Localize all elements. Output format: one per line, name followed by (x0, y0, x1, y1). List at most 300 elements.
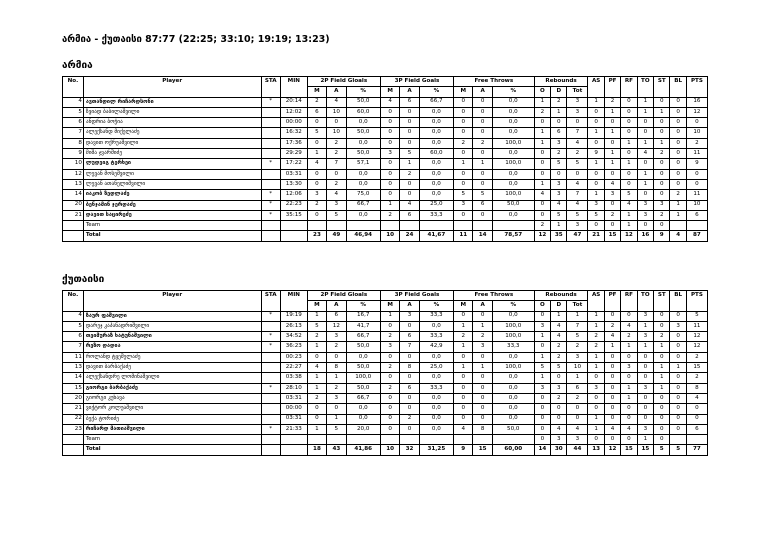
fg2-made: 18 (307, 445, 326, 455)
subheader-pct: % (419, 87, 453, 97)
subheader-m: M (307, 301, 326, 311)
fg2-pct (346, 221, 380, 231)
assists: 1 (588, 190, 604, 200)
subheader-empty (280, 87, 307, 97)
points: 2 (686, 373, 707, 383)
fg3-att: 6 (400, 332, 419, 342)
ft-att: 14 (473, 231, 492, 241)
fouls-received: 0 (621, 107, 637, 117)
col-pf: PF (604, 77, 620, 87)
minutes: 12:06 (280, 190, 307, 200)
minutes: 03:31 (280, 169, 307, 179)
turnovers: 3 (637, 200, 653, 210)
blocks: 0 (670, 97, 686, 107)
fg3-att: 8 (400, 363, 419, 373)
starter-mark: * (261, 97, 280, 107)
subheader-pct: % (492, 87, 534, 97)
turnovers: 0 (637, 373, 653, 383)
ft-pct: 100,0 (492, 138, 534, 148)
ft-att: 5 (473, 190, 492, 200)
player-name: ანდრია ბოჭია (83, 118, 261, 128)
ft-made: 2 (454, 138, 473, 148)
player-row (63, 159, 708, 169)
fg2-att: 1 (327, 373, 346, 383)
assists: 5 (588, 210, 604, 220)
ft-att: 0 (473, 352, 492, 362)
turnovers: 4 (637, 149, 653, 159)
reb-off: 1 (534, 332, 550, 342)
ft-att: 0 (473, 383, 492, 393)
row-min (280, 445, 307, 455)
steals: 0 (654, 118, 670, 128)
fg2-pct: 0,0 (346, 138, 380, 148)
reb-tot: 5 (567, 159, 588, 169)
ft-made: 0 (454, 352, 473, 362)
fouls-received: 0 (621, 373, 637, 383)
fg3-pct: 0,0 (419, 159, 453, 169)
player-row (63, 393, 708, 403)
fg3-pct: 31,25 (419, 445, 453, 455)
ft-pct: 100,0 (492, 363, 534, 373)
player-name: რიჩარდ მათიაშვილი (83, 424, 261, 434)
reb-off: 0 (534, 435, 550, 445)
subheader-pct: % (492, 301, 534, 311)
subheader-empty (637, 301, 653, 311)
fg2-att: 10 (327, 128, 346, 138)
points: 15 (686, 363, 707, 373)
points: 16 (686, 97, 707, 107)
player-number: 6 (63, 332, 84, 342)
minutes: 20:14 (280, 97, 307, 107)
fouls: 4 (604, 424, 620, 434)
fg2-made: 2 (307, 97, 326, 107)
fg3-att: 0 (400, 107, 419, 117)
fg2-att: 12 (327, 321, 346, 331)
fg3-made: 0 (380, 107, 399, 117)
fouls: 0 (604, 221, 620, 231)
fouls: 1 (604, 342, 620, 352)
fg3-att: 2 (400, 169, 419, 179)
minutes: 00:23 (280, 352, 307, 362)
team-heading-home: არმია (62, 60, 93, 71)
fg2-pct: 20,0 (346, 424, 380, 434)
fg2-made: 6 (307, 107, 326, 117)
player-row (63, 424, 708, 434)
turnovers: 3 (637, 332, 653, 342)
blocks: 5 (670, 445, 686, 455)
steals: 1 (654, 383, 670, 393)
col-rf: RF (621, 291, 637, 301)
player-row (63, 210, 708, 220)
fouls-received: 0 (621, 352, 637, 362)
reb-off: 5 (534, 363, 550, 373)
fg2-att: 2 (327, 138, 346, 148)
reb-off: 0 (534, 200, 550, 210)
assists: 1 (588, 352, 604, 362)
steals: 2 (654, 332, 670, 342)
assists: 1 (588, 321, 604, 331)
turnovers: 1 (637, 342, 653, 352)
subheader-m: M (380, 87, 399, 97)
subheader-empty (63, 301, 84, 311)
ft-made (454, 435, 473, 445)
fg2-made: 0 (307, 404, 326, 414)
fg3-made: 2 (380, 383, 399, 393)
starter-mark (261, 404, 280, 414)
ft-made: 0 (454, 404, 473, 414)
subheader-tot: Tot (567, 301, 588, 311)
player-name: ზვიად ბაბილაშვილი (83, 107, 261, 117)
reb-off: 1 (534, 179, 550, 189)
ft-made: 0 (454, 383, 473, 393)
ft-pct: 100,0 (492, 190, 534, 200)
ft-made: 1 (454, 159, 473, 169)
fg3-made: 0 (380, 393, 399, 403)
starter-mark (261, 179, 280, 189)
fouls-received: 12 (621, 231, 637, 241)
reb-off: 0 (534, 210, 550, 220)
col-no: No. (63, 77, 84, 87)
player-name: ლევან ათანელიშვილი (83, 179, 261, 189)
row-no (63, 231, 84, 241)
fouls-received: 3 (621, 363, 637, 373)
reb-tot: 7 (567, 190, 588, 200)
fg2-made: 1 (307, 311, 326, 321)
reb-def: 30 (551, 445, 567, 455)
ft-made: 0 (454, 393, 473, 403)
fg3-pct: 0,0 (419, 128, 453, 138)
points: 0 (686, 118, 707, 128)
ft-pct: 50,0 (492, 200, 534, 210)
fg2-pct: 50,0 (346, 363, 380, 373)
fg2-made: 1 (307, 383, 326, 393)
player-name: რეზო დადია (83, 342, 261, 352)
blocks: 0 (670, 107, 686, 117)
reb-off: 1 (534, 128, 550, 138)
player-row (63, 404, 708, 414)
col-ft: Free Throws (454, 291, 535, 301)
fouls: 1 (604, 107, 620, 117)
player-number: 8 (63, 138, 84, 148)
turnovers: 1 (637, 107, 653, 117)
points: 6 (686, 210, 707, 220)
reb-off: 0 (534, 311, 550, 321)
fg3-att: 6 (400, 210, 419, 220)
subheader-empty (654, 87, 670, 97)
col-no: No. (63, 291, 84, 301)
player-name: გიორგი კუხავა (83, 393, 261, 403)
minutes: 28:10 (280, 383, 307, 393)
fouls: 0 (604, 373, 620, 383)
starter-mark (261, 363, 280, 373)
blocks (670, 435, 686, 445)
blocks: 2 (670, 190, 686, 200)
reb-off: 2 (534, 107, 550, 117)
turnovers: 1 (637, 435, 653, 445)
steals: 0 (654, 435, 670, 445)
assists: 3 (588, 383, 604, 393)
fouls: 4 (604, 332, 620, 342)
fg2-made: 4 (307, 363, 326, 373)
fg3-att: 0 (400, 352, 419, 362)
ft-att: 1 (473, 363, 492, 373)
fg2-att: 5 (327, 424, 346, 434)
fouls-received: 1 (621, 221, 637, 231)
subheader-o: O (534, 301, 550, 311)
ft-pct: 0,0 (492, 373, 534, 383)
ft-pct: 0,0 (492, 107, 534, 117)
minutes: 03:38 (280, 373, 307, 383)
fg2-att: 49 (327, 231, 346, 241)
player-name: ზაურ ფაშვილი (83, 311, 261, 321)
fg2-att: 10 (327, 107, 346, 117)
fg2-att: 3 (327, 200, 346, 210)
fouls-received: 0 (621, 179, 637, 189)
fg2-pct: 66,7 (346, 200, 380, 210)
player-number: 11 (63, 352, 84, 362)
player-row (63, 200, 708, 210)
minutes: 36:23 (280, 342, 307, 352)
fg3-att: 0 (400, 128, 419, 138)
subheader-empty (686, 301, 707, 311)
fg2-made: 2 (307, 332, 326, 342)
reb-tot: 4 (567, 138, 588, 148)
steals: 0 (654, 221, 670, 231)
player-row (63, 128, 708, 138)
blocks: 0 (670, 383, 686, 393)
player-row (63, 311, 708, 321)
minutes: 21:33 (280, 424, 307, 434)
assists: 0 (588, 393, 604, 403)
reb-tot: 0 (567, 118, 588, 128)
player-number: 20 (63, 393, 84, 403)
col-bl: BL (670, 77, 686, 87)
points: 2 (686, 138, 707, 148)
ft-pct: 0,0 (492, 149, 534, 159)
reb-off: 4 (534, 190, 550, 200)
total-row-label: Total (83, 445, 261, 455)
row-min (280, 221, 307, 231)
fg2-made: 23 (307, 231, 326, 241)
points: 9 (686, 159, 707, 169)
fg3-made: 2 (380, 332, 399, 342)
fouls: 2 (604, 321, 620, 331)
col-st: ST (654, 77, 670, 87)
reb-tot: 2 (567, 149, 588, 159)
fg3-att: 5 (400, 149, 419, 159)
subheader-empty (621, 87, 637, 97)
ft-pct: 0,0 (492, 404, 534, 414)
fg3-pct: 33,3 (419, 383, 453, 393)
fg2-made: 2 (307, 393, 326, 403)
steals: 1 (654, 373, 670, 383)
reb-off: 0 (534, 404, 550, 414)
blocks: 1 (670, 363, 686, 373)
ft-pct: 0,0 (492, 311, 534, 321)
fg2-att: 2 (327, 179, 346, 189)
fg2-made: 0 (307, 118, 326, 128)
game-title: არმია - ქუთაისი 87:77 (22:25; 33:10; 19:19; 13:23) (62, 34, 330, 45)
fg3-att: 2 (400, 414, 419, 424)
col-as: AS (588, 77, 604, 87)
assists: 0 (588, 118, 604, 128)
ft-made: 11 (454, 231, 473, 241)
player-row (63, 383, 708, 393)
points: 10 (686, 128, 707, 138)
subheader-a: A (327, 87, 346, 97)
fouls: 1 (604, 159, 620, 169)
player-number: 5 (63, 321, 84, 331)
col-to: TO (637, 291, 653, 301)
row-sta (261, 435, 280, 445)
reb-tot: 3 (567, 107, 588, 117)
points: 5 (686, 311, 707, 321)
fouls: 0 (604, 363, 620, 373)
reb-tot: 3 (567, 435, 588, 445)
starter-mark (261, 393, 280, 403)
fg3-pct: 0,0 (419, 118, 453, 128)
player-number: 14 (63, 190, 84, 200)
starter-mark: * (261, 342, 280, 352)
fg2-att: 3 (327, 332, 346, 342)
fg2-made (307, 435, 326, 445)
ft-pct: 100,0 (492, 159, 534, 169)
ft-att: 0 (473, 414, 492, 424)
steals: 0 (654, 169, 670, 179)
fg2-att: 0 (327, 404, 346, 414)
turnovers: 16 (637, 231, 653, 241)
blocks: 0 (670, 149, 686, 159)
fg3-pct (419, 435, 453, 445)
fouls-received: 0 (621, 435, 637, 445)
assists: 9 (588, 149, 604, 159)
minutes: 22:23 (280, 200, 307, 210)
fg2-att (327, 221, 346, 231)
reb-def: 35 (551, 231, 567, 241)
fouls: 1 (604, 128, 620, 138)
steals: 0 (654, 352, 670, 362)
reb-def: 6 (551, 128, 567, 138)
fg2-pct: 41,7 (346, 321, 380, 331)
fg3-pct: 0,0 (419, 107, 453, 117)
starter-mark (261, 149, 280, 159)
fg3-pct (419, 221, 453, 231)
subheader-empty (588, 87, 604, 97)
ft-att: 0 (473, 118, 492, 128)
minutes: 22:27 (280, 363, 307, 373)
fg3-pct: 25,0 (419, 200, 453, 210)
reb-off: 0 (534, 149, 550, 159)
steals: 1 (654, 363, 670, 373)
subheader-empty (686, 87, 707, 97)
col-ft: Free Throws (454, 77, 535, 87)
subheader-d: D (551, 87, 567, 97)
minutes: 19:19 (280, 311, 307, 321)
fg3-att: 0 (400, 190, 419, 200)
fouls-received: 4 (621, 321, 637, 331)
fg2-att: 43 (327, 445, 346, 455)
assists: 0 (588, 107, 604, 117)
blocks: 0 (670, 393, 686, 403)
subheader-empty (621, 301, 637, 311)
player-row (63, 352, 708, 362)
fg2-made: 1 (307, 373, 326, 383)
fg3-pct: 33,3 (419, 332, 453, 342)
ft-pct (492, 221, 534, 231)
player-number: 4 (63, 97, 84, 107)
reb-tot: 44 (567, 445, 588, 455)
ft-made: 0 (454, 107, 473, 117)
col-sta: STA (261, 77, 280, 87)
turnovers: 1 (637, 138, 653, 148)
reb-off: 2 (534, 221, 550, 231)
steals: 0 (654, 311, 670, 321)
fg2-pct (346, 435, 380, 445)
player-name: როლანდ ტყეშელაძე (83, 352, 261, 362)
player-number: 13 (63, 363, 84, 373)
minutes: 26:13 (280, 321, 307, 331)
col-sta: STA (261, 291, 280, 301)
reb-off: 0 (534, 118, 550, 128)
turnovers: 0 (637, 363, 653, 373)
player-number: 20 (63, 200, 84, 210)
reb-tot: 4 (567, 424, 588, 434)
col-fg3: 3P Field Goals (380, 291, 453, 301)
fg2-made (307, 221, 326, 231)
fg2-made: 1 (307, 424, 326, 434)
fg3-pct: 0,0 (419, 404, 453, 414)
turnovers: 0 (637, 221, 653, 231)
reb-tot: 47 (567, 231, 588, 241)
header-row (63, 77, 708, 87)
player-row (63, 414, 708, 424)
fg3-made: 3 (380, 342, 399, 352)
reb-tot: 0 (567, 169, 588, 179)
subheader-empty (280, 301, 307, 311)
ft-pct: 100,0 (492, 332, 534, 342)
fg2-att: 6 (327, 311, 346, 321)
blocks: 0 (670, 169, 686, 179)
reb-off: 1 (534, 138, 550, 148)
fg2-pct: 66,7 (346, 393, 380, 403)
player-name: ბექა ტორიძე (83, 414, 261, 424)
steals: 0 (654, 128, 670, 138)
fg2-made: 0 (307, 352, 326, 362)
minutes: 00:00 (280, 118, 307, 128)
blocks: 0 (670, 159, 686, 169)
ft-pct: 0,0 (492, 169, 534, 179)
player-name: დარეჯ კაპანადრიშვილი (83, 321, 261, 331)
turnovers: 1 (637, 179, 653, 189)
fg3-made: 1 (380, 311, 399, 321)
reb-def: 0 (551, 404, 567, 414)
points: 12 (686, 342, 707, 352)
fg2-pct: 50,0 (346, 149, 380, 159)
ft-made: 1 (454, 321, 473, 331)
fg2-att: 0 (327, 352, 346, 362)
row-min (280, 435, 307, 445)
points: 87 (686, 231, 707, 241)
fg2-pct: 75,0 (346, 190, 380, 200)
points: 0 (686, 404, 707, 414)
ft-pct: 50,0 (492, 424, 534, 434)
blocks: 0 (670, 118, 686, 128)
starter-mark: * (261, 311, 280, 321)
fg2-att: 4 (327, 97, 346, 107)
minutes: 00:00 (280, 404, 307, 414)
fg3-att: 0 (400, 179, 419, 189)
assists: 21 (588, 231, 604, 241)
